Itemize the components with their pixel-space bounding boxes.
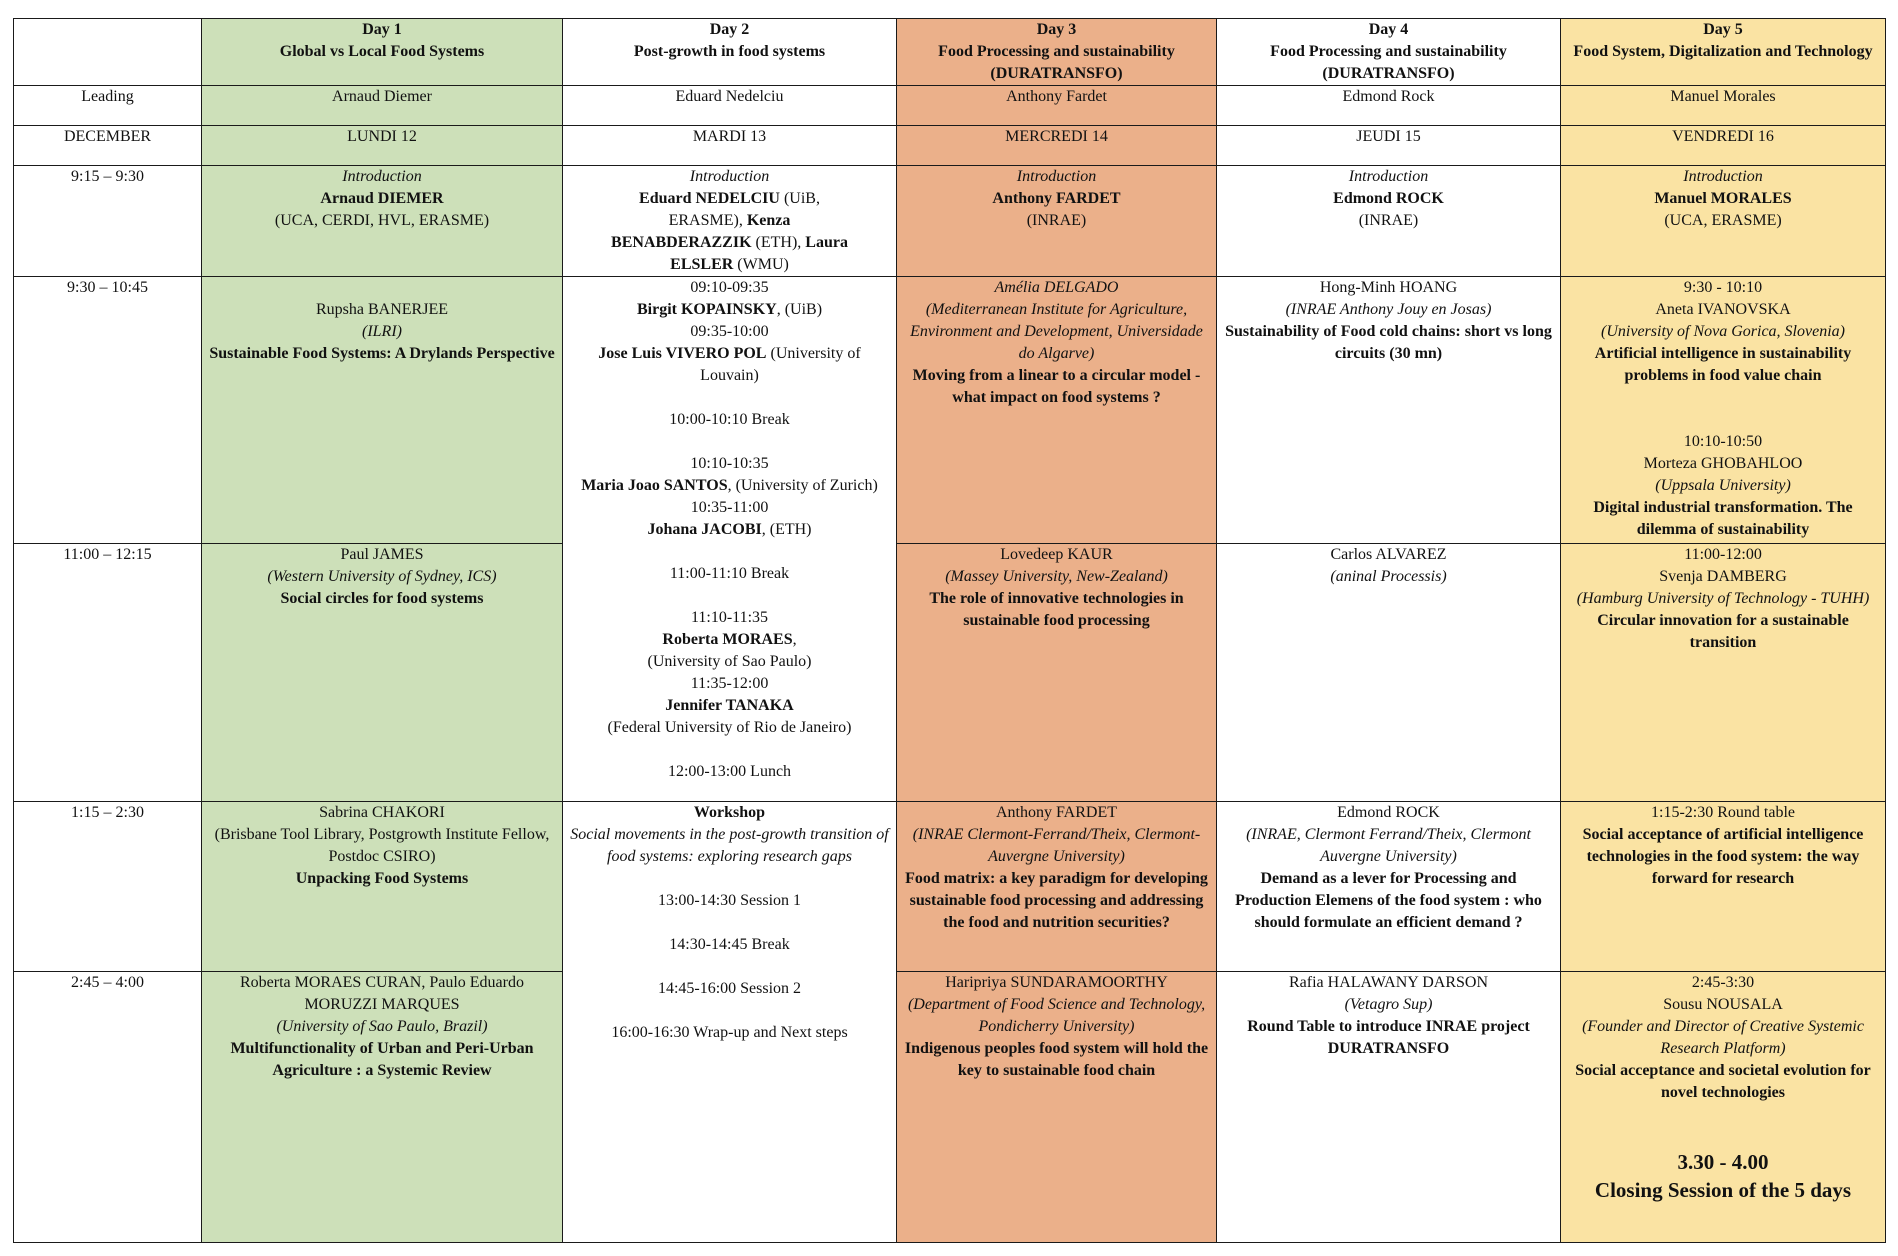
intro-day4: Introduction Edmond ROCK (INRAE) bbox=[1217, 166, 1561, 277]
s2-day3: Lovedeep KAUR (Massey University, New-Zealand) The role of innovative technologies in sustainable food processing bbox=[897, 544, 1217, 802]
time-slot-s3: 1:15 – 2:30 bbox=[14, 802, 202, 972]
s4-day5-split bbox=[1561, 972, 1885, 1242]
day5-header: Day 5 Food System, Digitalization and Technology bbox=[1561, 19, 1886, 86]
s1-day5-talk-b: 10:10-10:50 Morteza GHOBAHLOO (Uppsala University) Digital industrial transformation. The dilemma of sustainability bbox=[1593, 433, 1853, 538]
session2-row bbox=[14, 544, 1886, 802]
date-day5: VENDREDI 16 bbox=[1561, 126, 1886, 166]
schedule-table bbox=[13, 18, 1886, 1243]
s3-day1: Sabrina CHAKORI (Brisbane Tool Library, Postgrowth Institute Fellow, Postdoc CSIRO) Unpacking Food Systems bbox=[202, 802, 563, 972]
intro-day3: Introduction Anthony FARDET (INRAE) bbox=[897, 166, 1217, 277]
s1-day5 bbox=[1561, 277, 1886, 544]
time-slot-s4: 2:45 – 4:00 bbox=[14, 972, 202, 1243]
header-corner bbox=[14, 19, 202, 86]
leader-day4: Edmond Rock bbox=[1217, 86, 1561, 126]
s2-day4: Carlos ALVAREZ (aninal Processis) bbox=[1217, 544, 1561, 802]
leader-day1: Arnaud Diemer bbox=[202, 86, 563, 126]
date-day2: MARDI 13 bbox=[563, 126, 897, 166]
closing-session: 3.30 - 4.00 Closing Session of the 5 days bbox=[1594, 1150, 1852, 1202]
date-day4: JEUDI 15 bbox=[1217, 126, 1561, 166]
leader-day3: Anthony Fardet bbox=[897, 86, 1217, 126]
s1-day3: Amélia DELGADO (Mediterranean Institute for Agriculture, Environment and Development, Universidade do Algarve) Moving from a linear to a circular model - what impact on food systems ? bbox=[897, 277, 1217, 544]
day2-morning-program: 09:10-09:35 Birgit KOPAINSKY, (UiB) 09:35-10:00 Jose Luis VIVERO POL (University of Louvain) 10:00-10:10 Break 10:10-10:35 Maria Joao SANTOS, (University of Zurich) 10:35-11:00 Johana JACOBI, (ETH) 11:00-11:10 Break 11:10-11:35 Roberta MORAES, (University of Sao Paulo) 11:35-12:00 Jennifer TANAKA (Federal University of Rio de Janeiro) 12:00-13:00 Lunch bbox=[563, 277, 897, 802]
s3-day5: 1:15-2:30 Round table Social acceptance of artificial intelligence technologies in the food system: the way forward for research bbox=[1561, 802, 1886, 972]
s3-day3: Anthony FARDET (INRAE Clermont-Ferrand/Theix, Clermont-Auvergne University) Food matrix: a key paradigm for developing sustainable food processing and addressing the food and nutrition securities? bbox=[897, 802, 1217, 972]
leading-row bbox=[14, 86, 1886, 126]
s1-day1: Rupsha BANERJEE (ILRI) Sustainable Food Systems: A Drylands Perspective bbox=[202, 277, 563, 544]
s3-day4: Edmond ROCK (INRAE, Clermont Ferrand/Theix, Clermont Auvergne University) Demand as a lever for Processing and Production Elemens of the food system : who should formulate an efficient demand ? bbox=[1217, 802, 1561, 972]
s2-day5: 11:00-12:00 Svenja DAMBERG (Hamburg University of Technology - TUHH) Circular innovation for a sustainable transition bbox=[1561, 544, 1886, 802]
day3-header: Day 3 Food Processing and sustainability (DURATRANSFO) bbox=[897, 19, 1217, 86]
session3-row bbox=[14, 802, 1886, 972]
day1-header: Day 1 Global vs Local Food Systems bbox=[202, 19, 563, 86]
session4-row bbox=[14, 972, 1886, 1243]
date-row bbox=[14, 126, 1886, 166]
s1-day5-talk-a: 9:30 - 10:10 Aneta IVANOVSKA (University of Nova Gorica, Slovenia) Artificial intelligence in sustainability problems in food value chain bbox=[1594, 279, 1852, 384]
s1-day4: Hong-Minh HOANG (INRAE Anthony Jouy en Josas) Sustainability of Food cold chains: short vs long circuits (30 mn) bbox=[1217, 277, 1561, 544]
intro-row bbox=[14, 166, 1886, 277]
s1-day5-split bbox=[1561, 277, 1885, 543]
time-slot-s2: 11:00 – 12:15 bbox=[14, 544, 202, 802]
header-row bbox=[14, 19, 1886, 86]
leader-day2: Eduard Nedelciu bbox=[563, 86, 897, 126]
s4-day4: Rafia HALAWANY DARSON (Vetagro Sup) Round Table to introduce INRAE project DURATRANSFO bbox=[1217, 972, 1561, 1243]
day4-header: Day 4 Food Processing and sustainability (DURATRANSFO) bbox=[1217, 19, 1561, 86]
leading-label: Leading bbox=[14, 86, 202, 126]
intro-day5: Introduction Manuel MORALES (UCA, ERASME) bbox=[1561, 166, 1886, 277]
time-slot-s1: 9:30 – 10:45 bbox=[14, 277, 202, 544]
session1-row bbox=[14, 277, 1886, 544]
day2-header: Day 2 Post-growth in food systems bbox=[563, 19, 897, 86]
intro-day2: Introduction Eduard NEDELCIU (UiB, ERASME), Kenza BENABDERAZZIK (ETH), Laura ELSLER (WMU) bbox=[563, 166, 897, 277]
date-day3: MERCREDI 14 bbox=[897, 126, 1217, 166]
intro-day1: Introduction Arnaud DIEMER (UCA, CERDI, HVL, ERASME) bbox=[202, 166, 563, 277]
s4-day5 bbox=[1561, 972, 1886, 1243]
leader-day5: Manuel Morales bbox=[1561, 86, 1886, 126]
date-day1: LUNDI 12 bbox=[202, 126, 563, 166]
s4-day1: Roberta MORAES CURAN, Paulo Eduardo MORUZZI MARQUES (University of Sao Paulo, Brazil) Multifunctionality of Urban and Peri-Urban Agriculture : a Systemic Review bbox=[202, 972, 563, 1243]
day2-workshop: Workshop Social movements in the post-growth transition of food systems: exploring research gaps 13:00-14:30 Session 1 14:30-14:45 Break 14:45-16:00 Session 2 16:00-16:30 Wrap-up and Next steps bbox=[563, 802, 897, 1243]
s4-day5-talk: 2:45-3:30 Sousu NOUSALA (Founder and Director of Creative Systemic Research Platform) Social acceptance and societal evolution for novel technologies bbox=[1575, 974, 1871, 1101]
s4-day3: Haripriya SUNDARAMOORTHY (Department of Food Science and Technology, Pondicherry University) Indigenous peoples food system will hold the key to sustainable food chain bbox=[897, 972, 1217, 1243]
time-slot-intro: 9:15 – 9:30 bbox=[14, 166, 202, 277]
s2-day1: Paul JAMES (Western University of Sydney, ICS) Social circles for food systems bbox=[202, 544, 563, 802]
month-label: DECEMBER bbox=[14, 126, 202, 166]
